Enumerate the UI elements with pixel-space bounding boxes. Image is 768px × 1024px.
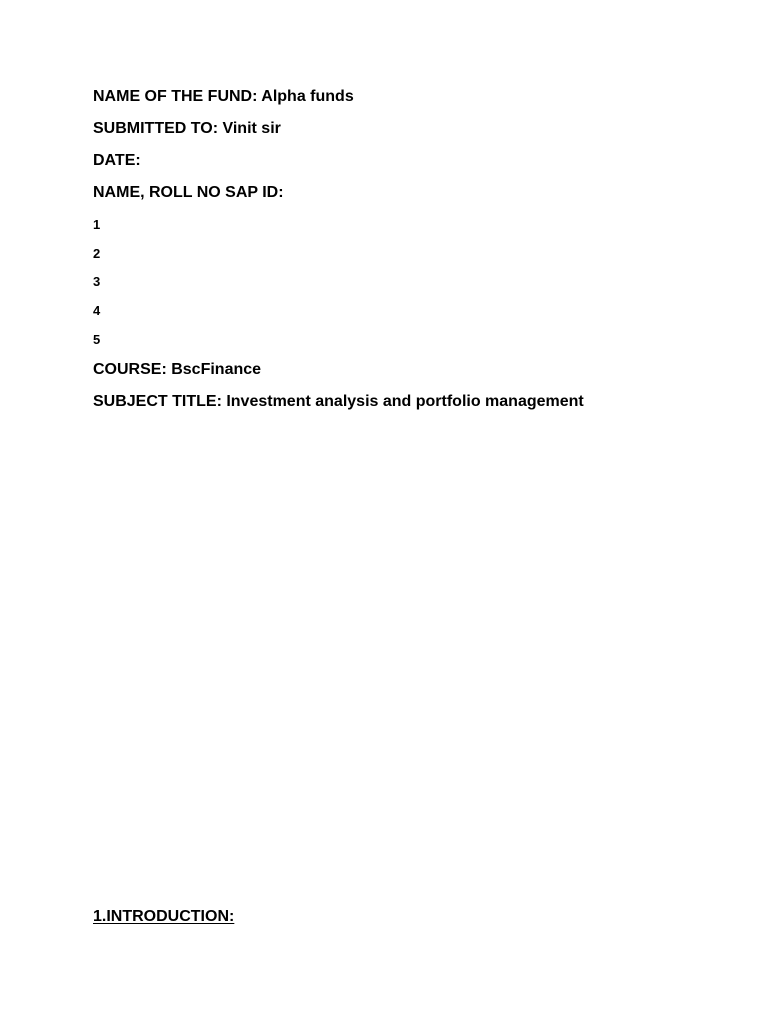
member-number: 3 bbox=[93, 274, 101, 289]
submitted-to-line: SUBMITTED TO: Vinit sir bbox=[93, 120, 281, 137]
member-number: 2 bbox=[93, 246, 101, 261]
subject-title-line: SUBJECT TITLE: Investment analysis and portfolio management bbox=[93, 393, 584, 410]
date-line: DATE: bbox=[93, 152, 141, 169]
introduction-heading: 1.INTRODUCTION: bbox=[93, 908, 235, 925]
member-number: 1 bbox=[93, 217, 101, 232]
course-line: COURSE: BscFinance bbox=[93, 361, 262, 378]
member-number: 4 bbox=[93, 303, 101, 318]
member-number: 5 bbox=[93, 332, 101, 347]
fund-name-line: NAME OF THE FUND: Alpha funds bbox=[93, 88, 354, 105]
name-roll-line: NAME, ROLL NO SAP ID: bbox=[93, 184, 284, 201]
